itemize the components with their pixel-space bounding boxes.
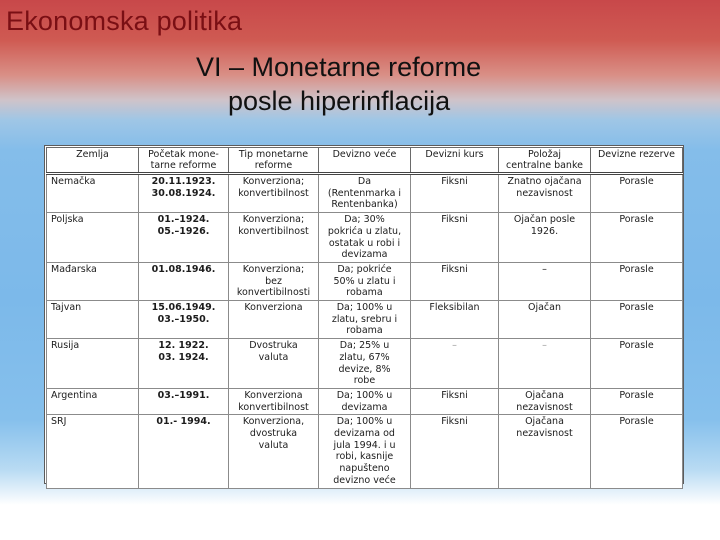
table-cell <box>411 301 499 339</box>
column-header <box>499 148 591 174</box>
cell-line: Dvostruka <box>249 340 298 352</box>
table-cell <box>229 301 319 339</box>
cell-line: Devizno veće <box>332 149 397 160</box>
table-cell <box>229 388 319 414</box>
table-cell <box>591 262 683 300</box>
cell-line: Fiksni <box>441 214 468 226</box>
cell-line: Porasle <box>619 416 654 428</box>
cell-line: 30.08.1924. <box>151 187 216 199</box>
table-cell <box>319 388 411 414</box>
column-header <box>139 148 229 174</box>
slide-subtitle <box>0 50 720 118</box>
cell-line: Porasle <box>619 176 654 187</box>
cell-line: Porasle <box>619 214 654 226</box>
table-cell <box>139 415 229 488</box>
cell-line: Fiksni <box>441 389 468 401</box>
cell-line: Tip monetarne <box>238 149 309 160</box>
table-cell <box>319 339 411 389</box>
table-body <box>47 174 683 489</box>
cell-line: robama <box>346 325 383 337</box>
table-cell <box>411 174 499 213</box>
table-cell <box>139 262 229 300</box>
cell-line: devizama <box>341 401 388 413</box>
column-header <box>591 148 683 174</box>
cell-line: bez <box>265 275 282 287</box>
table-cell <box>319 262 411 300</box>
table-row <box>47 415 683 488</box>
cell-line: Položaj <box>527 149 562 160</box>
cell-line: Konverziona; <box>242 176 305 187</box>
cell-line: Početak mone- <box>148 149 219 160</box>
cell-line: Ojačana <box>525 416 564 428</box>
table-row <box>47 174 683 213</box>
column-header <box>411 148 499 174</box>
cell-line: Porasle <box>619 302 654 314</box>
table-cell <box>411 388 499 414</box>
cell-line: konvertibilnost <box>238 187 309 199</box>
cell-line: dvostruka <box>249 428 298 440</box>
cell-line: nezavisnost <box>516 401 573 413</box>
cell-line: zlatu, 67% <box>339 351 390 363</box>
table-cell <box>591 339 683 389</box>
cell-line: Devizne rezerve <box>597 149 676 160</box>
cell-line: Da; 25% u <box>339 340 390 352</box>
table-cell <box>591 174 683 213</box>
table-cell <box>139 174 229 213</box>
cell-line: nezavisnost <box>516 187 573 199</box>
table-cell <box>229 415 319 488</box>
cell-line: Fiksni <box>441 176 468 187</box>
table-cell <box>499 339 591 389</box>
table-cell <box>499 388 591 414</box>
cell-line: 50% u zlatu i <box>333 275 396 287</box>
table-cell <box>47 174 139 213</box>
cell-line: Porasle <box>619 389 654 401</box>
table-cell <box>47 301 139 339</box>
table-cell <box>499 301 591 339</box>
slide-title: Ekonomska politika <box>6 6 243 36</box>
table-cell <box>411 213 499 263</box>
cell-line: 20.11.1923. <box>151 176 216 187</box>
cell-line: Argentina <box>51 389 98 401</box>
cell-line: Konverziona; <box>242 214 305 226</box>
cell-line: konvertibilnost <box>238 225 309 237</box>
table-row <box>47 213 683 263</box>
cell-line: Zemlja <box>76 149 109 160</box>
cell-line: – <box>542 340 547 352</box>
table-cell <box>47 262 139 300</box>
column-header <box>229 148 319 174</box>
cell-line: SRJ <box>51 416 67 428</box>
cell-line: Poljska <box>51 214 84 226</box>
cell-line: Ojačan <box>527 302 561 314</box>
table-cell <box>411 415 499 488</box>
cell-line: Konverziona <box>244 302 303 314</box>
cell-line: – <box>542 263 547 275</box>
cell-line: robama <box>346 287 383 299</box>
table-cell <box>47 388 139 414</box>
table-cell <box>229 174 319 213</box>
cell-line: napušteno <box>339 463 390 475</box>
cell-line: konvertibilnost <box>238 401 309 413</box>
cell-line: Rentenbanka) <box>331 199 398 211</box>
cell-line: Konverziona, <box>242 416 305 428</box>
table-cell <box>499 262 591 300</box>
table-cell <box>139 339 229 389</box>
cell-line: (Rentenmarka i <box>327 187 402 199</box>
table-cell <box>47 213 139 263</box>
cell-line: tarne reforme <box>150 160 217 171</box>
cell-line: 15.06.1949. <box>151 302 216 314</box>
cell-line: reforme <box>254 160 293 171</box>
table-row <box>47 388 683 414</box>
cell-line: 03.–1950. <box>157 313 210 325</box>
cell-line: robi, kasnije <box>335 451 394 463</box>
cell-line: 12. 1922. <box>158 340 209 352</box>
cell-line: devize, 8% <box>338 363 391 375</box>
table-cell <box>47 415 139 488</box>
table-cell <box>411 339 499 389</box>
monetary-reforms-table-image <box>44 145 684 484</box>
cell-line: 01.08.1946. <box>151 263 216 275</box>
cell-line: 01.- 1994. <box>156 416 211 428</box>
table-cell <box>411 262 499 300</box>
subtitle-line-1: VI – Monetarne reforme <box>196 52 482 82</box>
table-row <box>47 262 683 300</box>
cell-line: Da; pokriće <box>337 263 392 275</box>
table-row <box>47 339 683 389</box>
cell-line: konvertibilnosti <box>236 287 311 299</box>
cell-line: Da; 100% u <box>336 389 393 401</box>
cell-line: Devizni kurs <box>425 149 484 160</box>
table-cell <box>591 213 683 263</box>
cell-line: Ojačan posle <box>513 214 576 226</box>
cell-line: centralne banke <box>506 160 583 171</box>
cell-line: – <box>452 340 457 352</box>
monetary-reforms-table <box>46 147 683 489</box>
cell-line: Nemačka <box>51 176 96 187</box>
table-row <box>47 301 683 339</box>
cell-line: Fiksni <box>441 263 468 275</box>
cell-line: valuta <box>258 351 289 363</box>
cell-line: ostatak u robi i <box>328 237 401 249</box>
cell-line: 05.–1926. <box>157 225 210 237</box>
subtitle-line-2: posle hiperinflacija <box>228 86 451 116</box>
cell-line: Fleksibilan <box>429 302 480 314</box>
cell-line: Da; 100% u <box>336 302 393 314</box>
cell-line: Da; 30% <box>344 214 385 226</box>
cell-line: Tajvan <box>51 302 82 314</box>
cell-line: valuta <box>258 439 289 451</box>
table-cell <box>319 213 411 263</box>
table-cell <box>139 301 229 339</box>
cell-line: Konverziona; <box>242 263 305 275</box>
cell-line: Mađarska <box>51 263 97 275</box>
table-cell <box>229 262 319 300</box>
table-cell <box>47 339 139 389</box>
cell-line: 1926. <box>530 225 559 237</box>
cell-line: zlatu, srebru i <box>331 313 398 325</box>
table-cell <box>591 388 683 414</box>
column-header <box>47 148 139 174</box>
cell-line: jula 1994. i u <box>333 439 396 451</box>
cell-line: Porasle <box>619 263 654 275</box>
cell-line: Konverziona <box>244 389 303 401</box>
cell-line: Rusija <box>51 340 80 352</box>
table-cell <box>319 301 411 339</box>
table-cell <box>499 174 591 213</box>
table-cell <box>499 213 591 263</box>
cell-line: devizno veće <box>333 474 396 486</box>
table-cell <box>139 213 229 263</box>
table-cell <box>319 174 411 213</box>
table-cell <box>591 415 683 488</box>
cell-line: Fiksni <box>441 416 468 428</box>
table-header-row <box>47 148 683 174</box>
cell-line: Porasle <box>619 340 654 352</box>
table-cell <box>229 213 319 263</box>
table-cell <box>229 339 319 389</box>
cell-line: 01.–1924. <box>157 214 210 226</box>
cell-line: 03. 1924. <box>158 351 209 363</box>
table-cell <box>499 415 591 488</box>
cell-line: Ojačana <box>525 389 564 401</box>
cell-line: nezavisnost <box>516 428 573 440</box>
cell-line: pokrića u zlatu, <box>327 225 402 237</box>
cell-line: robe <box>353 375 376 387</box>
table-cell <box>319 415 411 488</box>
column-header <box>319 148 411 174</box>
cell-line: devizama od <box>334 428 395 440</box>
table-cell <box>591 301 683 339</box>
cell-line: Znatno ojačana <box>507 176 582 187</box>
cell-line: Da <box>357 176 372 187</box>
cell-line: devizama <box>341 249 388 261</box>
cell-line: Da; 100% u <box>336 416 393 428</box>
table-cell <box>139 388 229 414</box>
cell-line: 03.–1991. <box>157 389 210 401</box>
